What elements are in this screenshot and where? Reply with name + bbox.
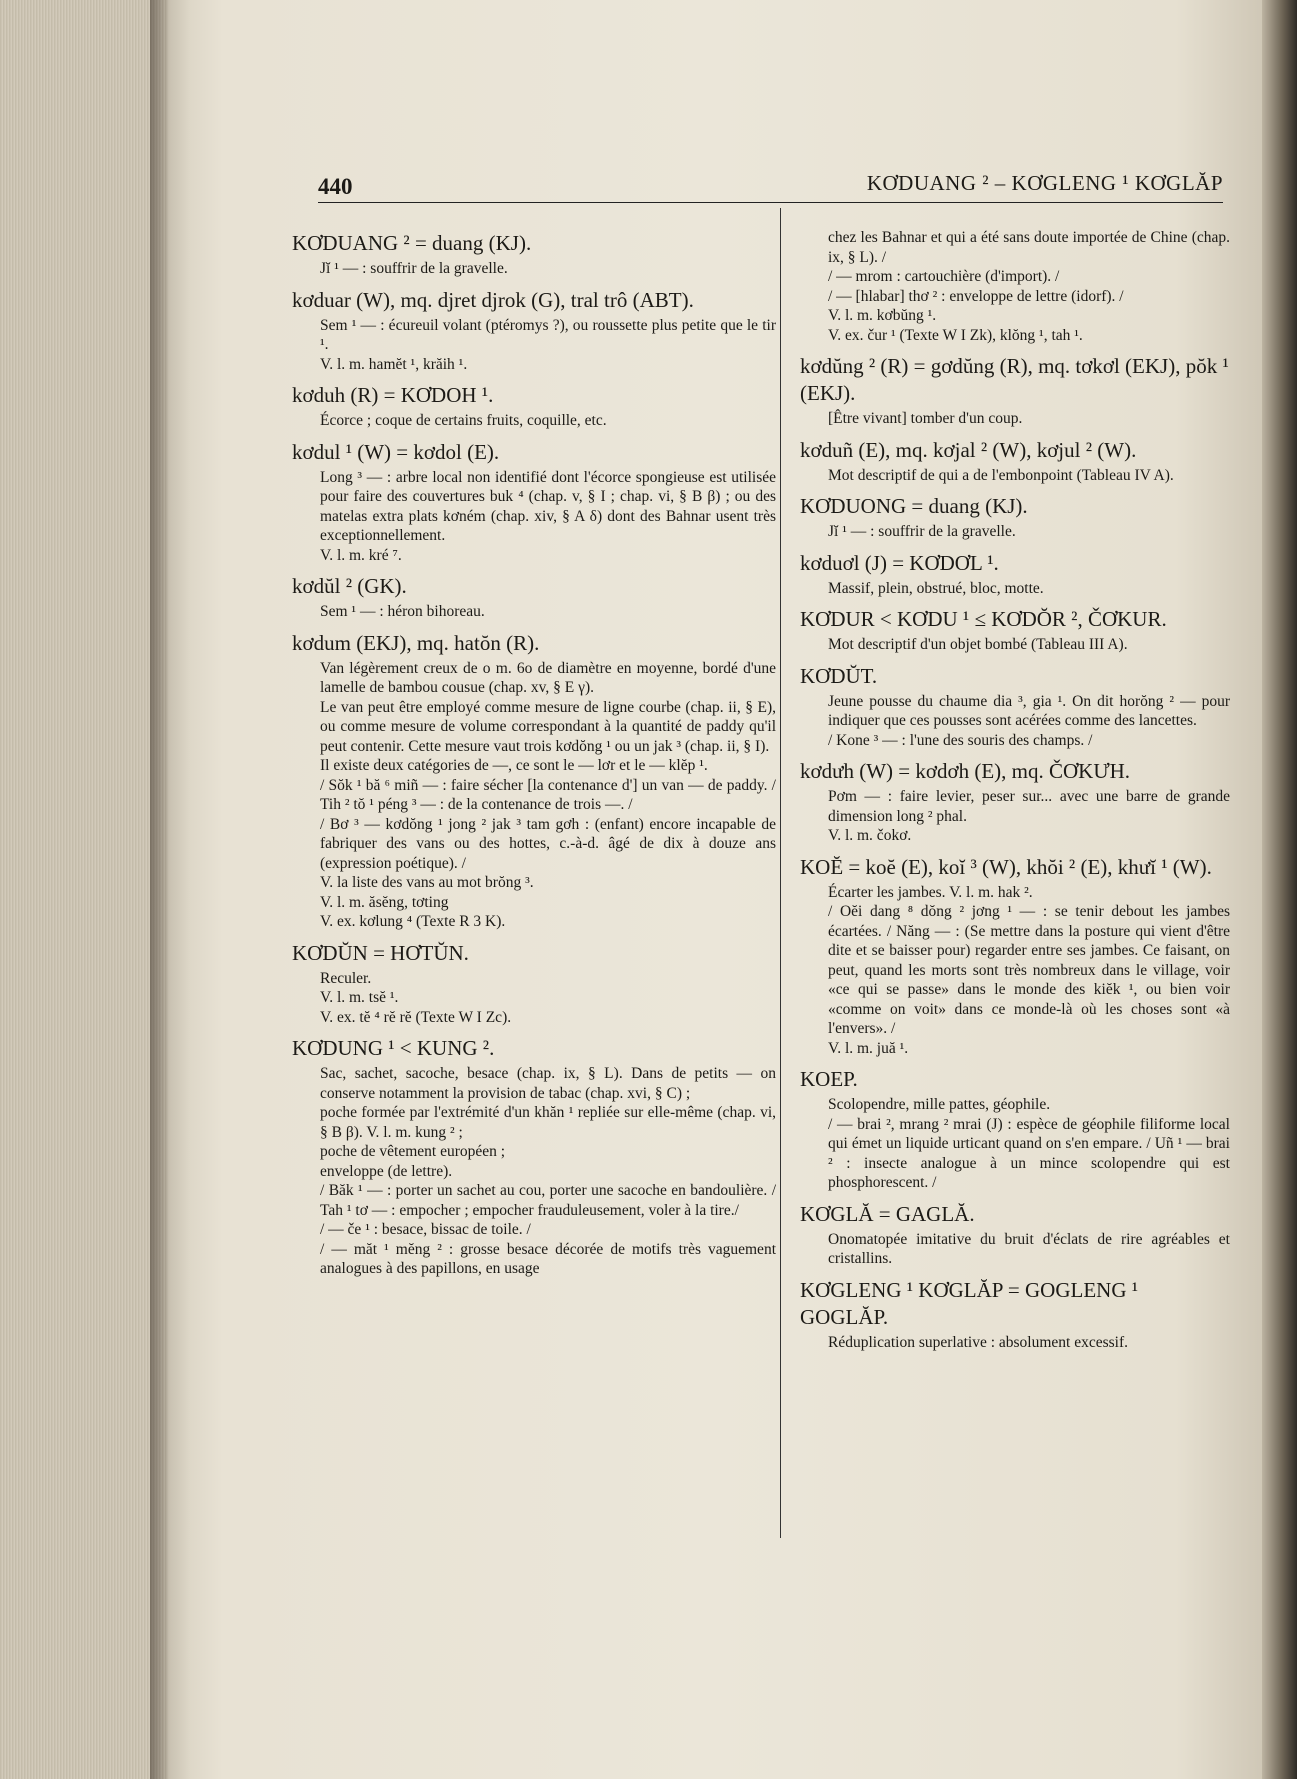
definition-line: Scolopendre, mille pattes, géophile. [828,1096,1051,1113]
entry-headword: kơduơl (J) = KƠDƠL ¹. [800,550,999,575]
dictionary-entry [800,663,1230,751]
dictionary-entry [800,758,1230,846]
definition-line: V. l. m. juă ¹. [828,1039,909,1057]
entry-headword: kơduh (R) = KƠDOH ¹. [292,383,494,407]
dictionary-entry [800,1066,1230,1193]
running-head: KƠDUANG ² – KƠGLENG ¹ KƠGLĂP [866,171,1223,195]
dictionary-entry [800,353,1230,429]
entry-definition [828,1230,1230,1269]
definition-line: V. la liste des vans au mot brŏng ³. [320,874,534,891]
entry-headword: kơduñ (E), mq. kơjal ² (W), kơjul ² (W). [800,437,1137,462]
definition-line: [Être vivant] tomber d'un coup. [828,410,1023,427]
definition-line: Van légèrement creux de o m. 6o de diamètre en moyenne, bordé d'une lamelle de bambou cousue (chap. xv, § E γ). [320,659,776,696]
definition-line: Jĭ ¹ — : souffrir de la gravelle. [320,260,508,277]
entry-headword: KƠDUANG ² = duang (KJ). [292,231,532,255]
entry-definition [828,228,1230,345]
dictionary-entry [800,854,1230,1059]
definition-line: Sem ¹ — : héron bihoreau. [320,603,485,620]
entry-definition [828,579,1230,599]
definition-line: / Oĕi dang ⁸ dŏng ² jơng ¹ — : se tenir debout les jambes écartées. / Năng — : (Se mettre dans la posture qui vient d'être dite et se baisser pour) regarder entre ses jambes. Ce faisant, on peut, quand les morts sont très nombreux dans le village, voir «ce qui se passe» dans le monde des kiĕk ¹, ou bien voir «comme on voit» dans ce monde-là où les choses sont «à l'envers». / [828,903,1230,1037]
page-header [318,150,1223,203]
definition-line: Sac, sachet, sacoche, besace (chap. ix, § L). Dans de petits — on conserve notamment la provision de tabac (chap. xvi, § C) ; [320,1065,776,1102]
definition-line: / Kone ³ — : l'une des souris des champs. / [828,731,1093,749]
definition-line: / — če ¹ : besace, bissac de toile. / [320,1221,531,1238]
definition-line: / Bơ ³ — kơdŏng ¹ jong ² jak ³ tam gơh : (enfant) encore incapable de fabriquer des vans ou des hottes, c.-à-d. âgé de dix à douze ans (expression poétique). / [320,815,776,872]
definition-line: Sem ¹ — : écureuil volant (ptéromys ?), ou roussette plus petite que le tir ¹. [320,316,776,353]
dictionary-entry [800,606,1230,655]
entry-definition [828,1095,1230,1193]
entry-headword: KƠGLENG ¹ KƠGLĂP = GOGLENG ¹ GOGLĂP. [800,1277,1139,1329]
entry-headword: KƠDUNG ¹ < KUNG ². [292,1036,495,1060]
entry-headword: kơdưh (W) = kơdơh (E), mq. ČƠKƯH. [800,759,1131,783]
definition-line: V. ex. tĕ ⁴ rĕ rĕ (Texte W I Zc). [320,1008,512,1026]
definition-line: Mot descriptif de qui a de l'embonpoint (Tableau IV A). [828,466,1174,484]
dictionary-entry [800,550,1230,599]
entry-definition [320,316,776,375]
definition-line: Massif, plein, obstrué, bloc, motte. [828,579,1044,597]
entry-definition [320,259,776,279]
definition-line: / Băk ¹ — : porter un sachet au cou, porter une sacoche en bandoulière. / Tah ¹ tơ — : empocher ; empocher frauduleusement, voler à la tire./ [320,1182,776,1219]
definition-line: Long ³ — : arbre local non identifié dont l'écorce spongieuse est utilisée pour faire des couvertures buk ⁴ (chap. v, § I ; chap. vi, § B β) ; ou des matelas extra plats kơném (chap. xiv, § A δ) dont des Bahnar usent très exceptionnellement. [320,468,776,544]
definition-line: / — brai ², mrang ² mrai (J) : espèce de géophile filiforme local qui émet un liquide urticant quand on s'en empare. / Uñ ¹ — brai ² : insecte analogue à un mince scolopendre qui est phosphorescent. / [828,1115,1230,1191]
entry-definition [828,1333,1230,1353]
definition-line: / — [hlabar] thơ ² : enveloppe de lettre (idorf). / [828,287,1124,305]
entry-headword: KƠDŬN = HƠTŬN. [292,940,469,965]
definition-line: poche formée par l'extrémité d'un khăn ¹ repliée sur elle-même (chap. vi, § B β). V. l. m. kung ² ; [320,1104,776,1141]
definition-line: Il existe deux catégories de —, ce sont le — lơr et le — klĕp ¹. [320,757,708,774]
dictionary-entry [292,287,776,375]
entry-definition [828,883,1230,1059]
entry-definition [320,468,776,566]
definition-line: Réduplication superlative : absolument excessif. [828,1333,1129,1351]
book-gutter-shadow [150,0,190,1779]
book-page-edges [0,0,175,1779]
dictionary-entry [292,382,776,431]
entry-definition [828,635,1230,655]
definition-line: chez les Bahnar et qui a été sans doute importée de Chine (chap. ix, § L). / [828,229,1230,266]
entry-headword: KOĔ = koĕ (E), koĭ ³ (W), khŏi ² (E), khưĭ ¹ (W). [800,854,1212,879]
dictionary-entry [800,437,1230,486]
dictionary-entry [292,573,776,622]
definition-line: / — mrom : cartouchière (d'import). / [828,268,1060,285]
definition-line: Onomatopée imitative du bruit d'éclats de rire agréables et cristallins. [828,1230,1230,1267]
definition-line: Mot descriptif d'un objet bombé (Tableau III A). [828,636,1128,653]
definition-line: V. ex. čur ¹ (Texte W I Zk), klŏng ¹, tah ¹. [828,326,1083,344]
definition-line: Jĭ ¹ — : souffrir de la gravelle. [828,523,1016,540]
dictionary-entry [292,230,776,279]
dictionary-entry [292,630,776,932]
dictionary-entry [800,1201,1230,1269]
page-number: 440 [318,174,353,199]
entry-headword: kơduar (W), mq. djret djrok (G), tral trô (ABT). [292,287,694,312]
entry-definition [320,969,776,1028]
entry-headword: kơdŭng ² (R) = gơdŭng (R), mq. tơkơl (EKJ), pŏk ¹ (EKJ). [800,354,1229,405]
column-divider [780,208,781,1538]
entry-definition [320,602,776,622]
dictionary-entry [292,439,776,566]
definition-line: Écorce ; coque de certains fruits, coquille, etc. [320,412,607,429]
entry-definition [828,692,1230,751]
definition-line: enveloppe (de lettre). [320,1162,453,1180]
entry-definition [828,466,1230,486]
definition-line: V. l. m. tsĕ ¹. [320,989,399,1006]
definition-line: V. l. m. kơbŭng ¹. [828,307,937,324]
definition-line: Le van peut être employé comme mesure de ligne courbe (chap. ii, § E), ou comme mesure de volume correspondant à la quantité de paddy qu'il peut contenir. Cette mesure vaut trois kơdŏng ¹ ou un jak ³ (chap. ii, § I). [320,698,776,755]
entry-headword: KOEP. [800,1067,858,1091]
definition-line: V. ex. kơlung ⁴ (Texte R 3 K). [320,913,506,930]
definition-line: poche de vêtement européen ; [320,1143,506,1160]
entry-headword: KƠDUONG = duang (KJ). [800,494,1028,518]
definition-line: Reculer. [320,969,372,987]
entry-definition [828,409,1230,429]
entry-definition [320,1064,776,1279]
left-column [292,228,776,1287]
definition-line: / — măt ¹ mĕng ² : grosse besace décorée de motifs très vaguement analogues à des papillons, en usage [320,1240,776,1277]
definition-line: V. l. m. kré ⁷. [320,546,402,564]
dictionary-entry [292,940,776,1028]
definition-line: / Sŏk ¹ bă ⁶ miñ — : faire sécher [la contenance d'] un van — de paddy. / Tih ² tŏ ¹ péng ³ — : de la contenance de trois —. / [320,776,776,813]
entry-headword: kơdul ¹ (W) = kơdol (E). [292,439,500,464]
entry-definition [828,787,1230,846]
facing-page-edge [1262,0,1297,1779]
entry-headword: KƠDŬT. [800,663,878,688]
entry-definition [320,411,776,431]
entry-definition [320,659,776,932]
definition-line: V. l. m. ăsĕng, tơting [320,893,449,911]
entry-headword: kơdum (EKJ), mq. hatŏn (R). [292,630,540,655]
dictionary-entry [800,228,1230,345]
definition-line: Pơm — : faire levier, peser sur... avec une barre de grande dimension long ² phal. [828,788,1230,825]
entry-headword: KƠDUR < KƠDU ¹ ≤ KƠDŎR ², ČƠKUR. [800,607,1167,631]
definition-line: Écarter les jambes. V. l. m. hak ². [828,883,1033,901]
entry-headword: KƠGLĂ = GAGLĂ. [800,1201,975,1226]
definition-line: V. l. m. hamĕt ¹, krăih ¹. [320,355,468,373]
dictionary-entry [800,1277,1230,1353]
entry-headword: kơdŭl ² (GK). [292,574,407,598]
dictionary-entry [800,493,1230,542]
entry-definition [828,522,1230,542]
right-column [800,228,1230,1360]
definition-line: V. l. m. čokơ. [828,827,912,844]
dictionary-entry [292,1035,776,1279]
definition-line: Jeune pousse du chaume dia ³, gia ¹. On dit horŏng ² — pour indiquer que ces pousses sont acérées comme des lancettes. [828,692,1230,729]
